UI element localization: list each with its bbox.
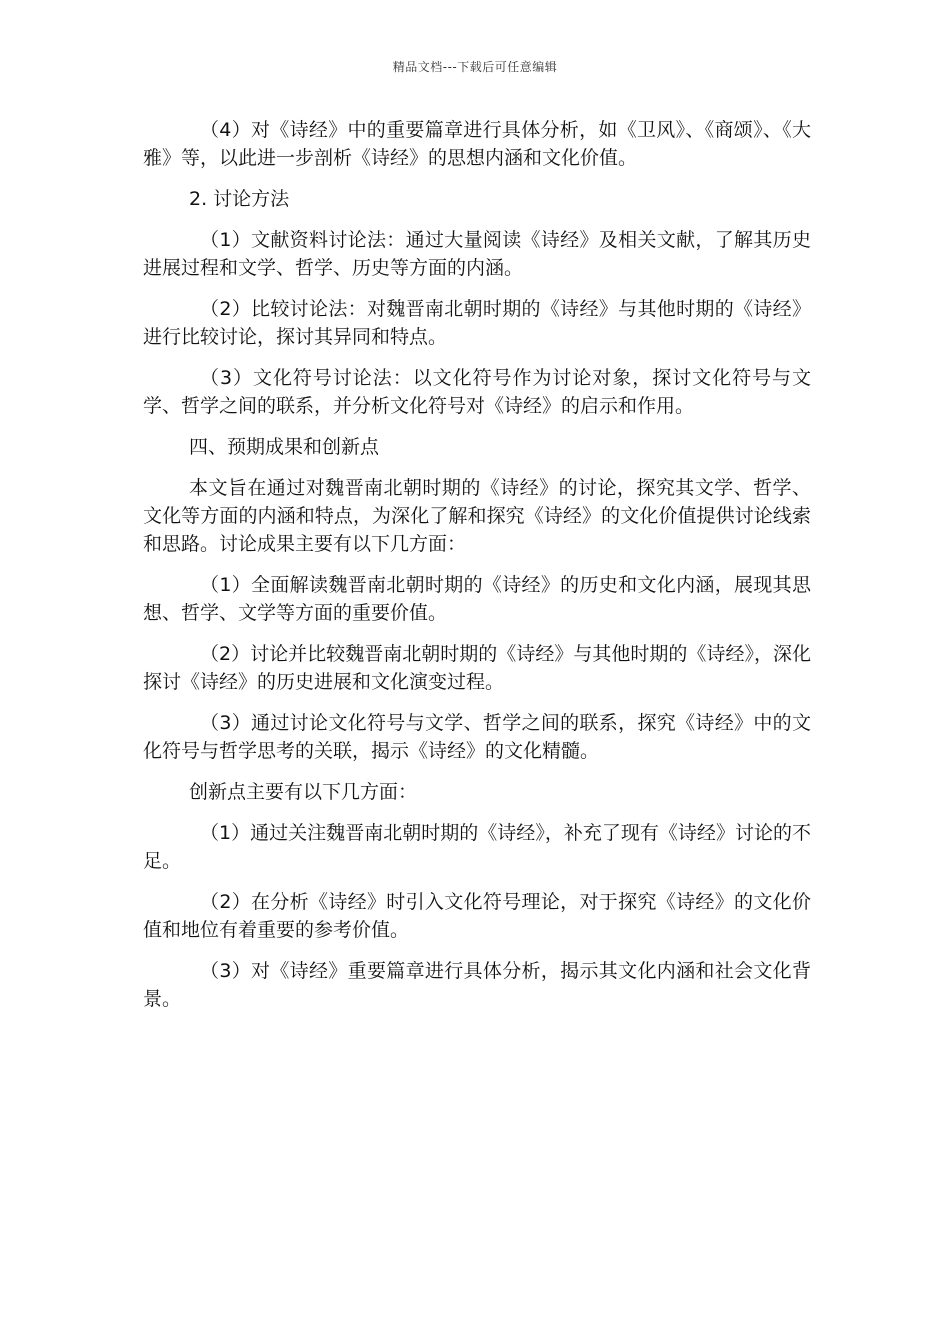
paragraph-innovation-2: （2）在分析《诗经》时引入文化符号理论，对于探究《诗经》的文化价值和地位有着重要的参考价值。 (143, 891, 811, 941)
paragraph-outcome-1: （1）全面解读魏晋南北朝时期的《诗经》的历史和文化内涵，展现其思想、哲学、文学等方面的重要价值。 (143, 574, 811, 624)
document-body (143, 116, 811, 1026)
paragraph-outcomes-intro: 本文旨在通过对魏晋南北朝时期的《诗经》的讨论，探究其文学、哲学、文化等方面的内涵和特点，为深化了解和探究《诗经》的文化价值提供讨论线索和思路。讨论成果主要有以下几方面： (143, 477, 811, 555)
paragraph-innovation-intro: 创新点主要有以下几方面： (189, 781, 418, 803)
section-heading-outcomes: 四、预期成果和创新点 (189, 436, 380, 458)
paragraph-analysis-item-4: （4）对《诗经》中的重要篇章进行具体分析，如《卫风》、《商颂》、《大雅》等，以此进一步剖析《诗经》的思想内涵和文化价值。 (143, 119, 811, 169)
paragraph-method-2: （2）比较讨论法：对魏晋南北朝时期的《诗经》与其他时期的《诗经》进行比较讨论，探讨其异同和特点。 (143, 298, 811, 348)
paragraph-method-3: （3）文化符号讨论法：以文化符号作为讨论对象，探讨文化符号与文学、哲学之间的联系，并分析文化符号对《诗经》的启示和作用。 (143, 367, 811, 417)
paragraph-method-1: （1）文献资料讨论法：通过大量阅读《诗经》及相关文献，了解其历史进展过程和文学、哲学、历史等方面的内涵。 (143, 229, 811, 279)
paragraph-innovation-1: （1）通过关注魏晋南北朝时期的《诗经》，补充了现有《诗经》讨论的不足。 (143, 822, 811, 872)
paragraph-outcome-2: （2）讨论并比较魏晋南北朝时期的《诗经》与其他时期的《诗经》，深化探讨《诗经》的历史进展和文化演变过程。 (143, 643, 811, 693)
section-heading-methods: 2. 讨论方法 (189, 188, 290, 210)
paragraph-outcome-3: （3）通过讨论文化符号与文学、哲学之间的联系，探究《诗经》中的文化符号与哲学思考的关联，揭示《诗经》的文化精髓。 (143, 712, 811, 762)
page-header: 精品文档---下载后可任意编辑 (392, 60, 558, 74)
paragraph-innovation-3: （3）对《诗经》重要篇章进行具体分析，揭示其文化内涵和社会文化背景。 (143, 960, 811, 1010)
